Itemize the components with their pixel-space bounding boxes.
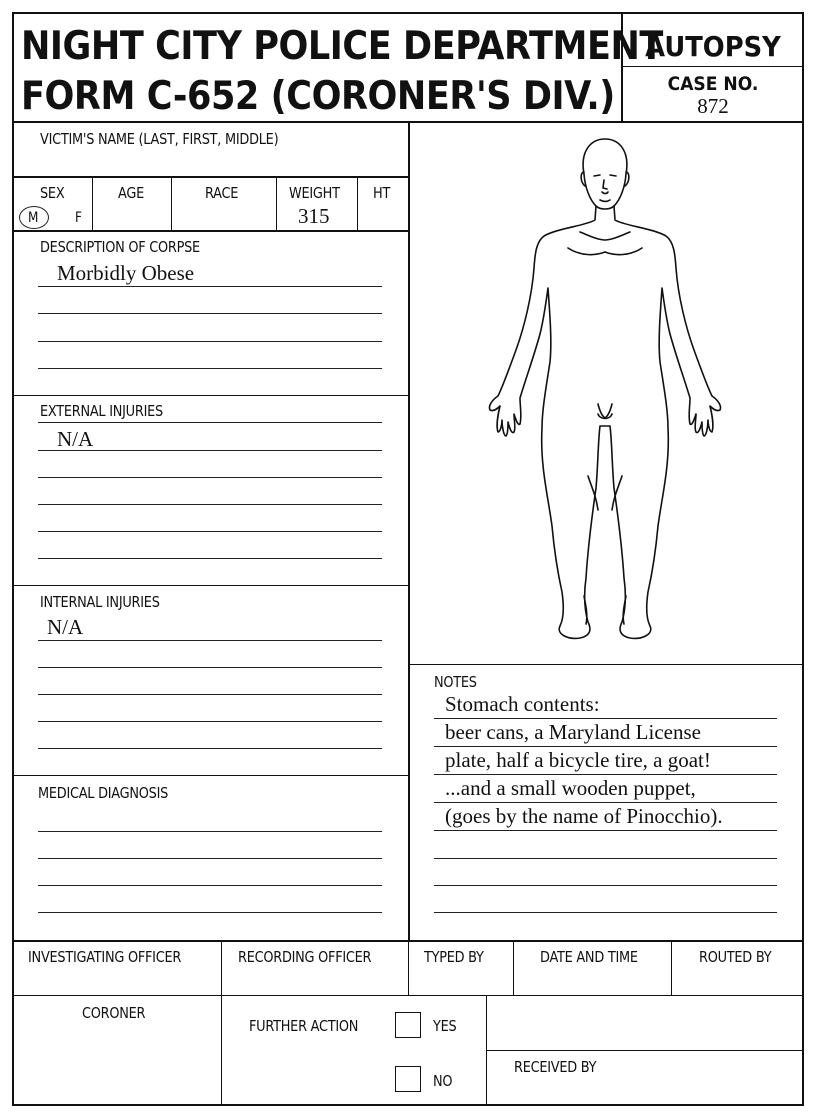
footer-mid-rule <box>12 995 804 996</box>
internal-line <box>38 667 382 668</box>
notes-line-text[interactable]: plate, half a bicycle tire, a goat! <box>445 748 711 772</box>
diagnosis-line <box>38 885 382 886</box>
vitals-rule <box>12 230 410 232</box>
head-outline <box>583 139 627 209</box>
medical-diagnosis-field[interactable] <box>38 806 382 830</box>
sex-label: SEX <box>40 184 65 202</box>
description-label: DESCRIPTION OF CORPSE <box>40 238 200 256</box>
face-features <box>594 175 616 202</box>
vitals-col-2 <box>171 177 172 231</box>
notes-line-text[interactable]: beer cans, a Maryland License <box>445 720 701 744</box>
received-by-label: RECEIVED BY <box>514 1058 597 1076</box>
height-label: HT <box>373 184 391 202</box>
internal-line <box>38 694 382 695</box>
description-value[interactable]: Morbidly Obese <box>57 261 195 285</box>
notes-line <box>434 718 777 719</box>
race-label: RACE <box>205 184 239 202</box>
recording-officer-label: RECORDING OFFICER <box>238 948 372 966</box>
torso-details <box>568 232 642 624</box>
external-line <box>38 504 382 505</box>
section-rule <box>12 775 409 776</box>
footer-col <box>408 940 409 996</box>
further-action-no-checkbox[interactable] <box>395 1066 421 1092</box>
column-divider <box>408 122 410 940</box>
external-line <box>38 531 382 532</box>
further-action-label: FURTHER ACTION <box>249 1017 359 1035</box>
notes-rule <box>409 664 804 665</box>
form-title: FORM C-652 (CORONER'S DIV.) <box>21 74 615 119</box>
date-and-time-label: DATE AND TIME <box>540 948 638 966</box>
body-diagram <box>480 136 730 651</box>
description-line <box>38 341 382 342</box>
sex-option-f[interactable]: F <box>75 210 82 226</box>
external-line <box>38 422 382 423</box>
vitals-col-3 <box>276 177 277 231</box>
notes-line-text[interactable]: Stomach contents: <box>445 692 600 716</box>
medical-diagnosis-label: MEDICAL DIAGNOSIS <box>38 784 169 802</box>
description-line <box>38 368 382 369</box>
victim-name-field[interactable] <box>14 150 406 176</box>
notes-line <box>434 802 777 803</box>
routed-by-label: ROUTED BY <box>699 948 772 966</box>
internal-injuries-label: INTERNAL INJURIES <box>40 593 160 611</box>
notes-label: NOTES <box>434 673 477 691</box>
notes-line <box>434 746 777 747</box>
description-line <box>38 286 382 287</box>
department-title: NIGHT CITY POLICE DEPARTMENT <box>21 24 663 69</box>
victim-name-label: VICTIM'S NAME (LAST, FIRST, MIDDLE) <box>40 130 279 148</box>
external-line <box>38 477 382 478</box>
case-number-value[interactable]: 872 <box>697 94 729 118</box>
form-type-autopsy: AUTOPSY <box>645 30 781 63</box>
external-injuries-value[interactable]: N/A <box>57 427 94 451</box>
description-line <box>38 313 382 314</box>
notes-line <box>434 912 777 913</box>
footer-col <box>486 996 487 1106</box>
typed-by-label: TYPED BY <box>424 948 484 966</box>
notes-line-text[interactable]: (goes by the name of Pinocchio). <box>445 804 723 828</box>
notes-line-text[interactable]: ...and a small wooden puppet, <box>445 776 696 800</box>
vitals-col-1 <box>92 177 93 231</box>
weight-label: WEIGHT <box>289 184 340 202</box>
no-label: NO <box>433 1072 453 1090</box>
section-rule <box>12 395 409 396</box>
investigating-officer-label: INVESTIGATING OFFICER <box>28 948 182 966</box>
age-label: AGE <box>118 184 144 202</box>
internal-line <box>38 748 382 749</box>
internal-line <box>38 640 382 641</box>
sex-selected-circle <box>19 206 49 229</box>
internal-line <box>38 721 382 722</box>
coroner-label: CORONER <box>82 1004 146 1022</box>
body-outline <box>489 206 720 638</box>
diagnosis-line <box>38 912 382 913</box>
notes-line <box>434 774 777 775</box>
victim-rule <box>12 176 410 178</box>
weight-value[interactable]: 315 <box>298 204 330 228</box>
ears <box>581 172 629 186</box>
external-injuries-label: EXTERNAL INJURIES <box>40 402 163 420</box>
sex-option-m[interactable]: M <box>28 210 39 226</box>
section-rule <box>12 585 409 586</box>
case-number-label: CASE NO. <box>667 73 759 95</box>
received-rule <box>486 1050 804 1051</box>
footer-col <box>221 940 222 1106</box>
vitals-col-4 <box>357 177 358 231</box>
notes-line <box>434 858 777 859</box>
diagnosis-line <box>38 858 382 859</box>
footer-col <box>671 940 672 996</box>
external-line <box>38 450 382 451</box>
further-action-yes-checkbox[interactable] <box>395 1012 421 1038</box>
internal-injuries-value[interactable]: N/A <box>47 615 84 639</box>
external-line <box>38 558 382 559</box>
footer-col <box>513 940 514 996</box>
notes-line <box>434 885 777 886</box>
diagnosis-line <box>38 831 382 832</box>
notes-line <box>434 830 777 831</box>
yes-label: YES <box>433 1017 457 1035</box>
